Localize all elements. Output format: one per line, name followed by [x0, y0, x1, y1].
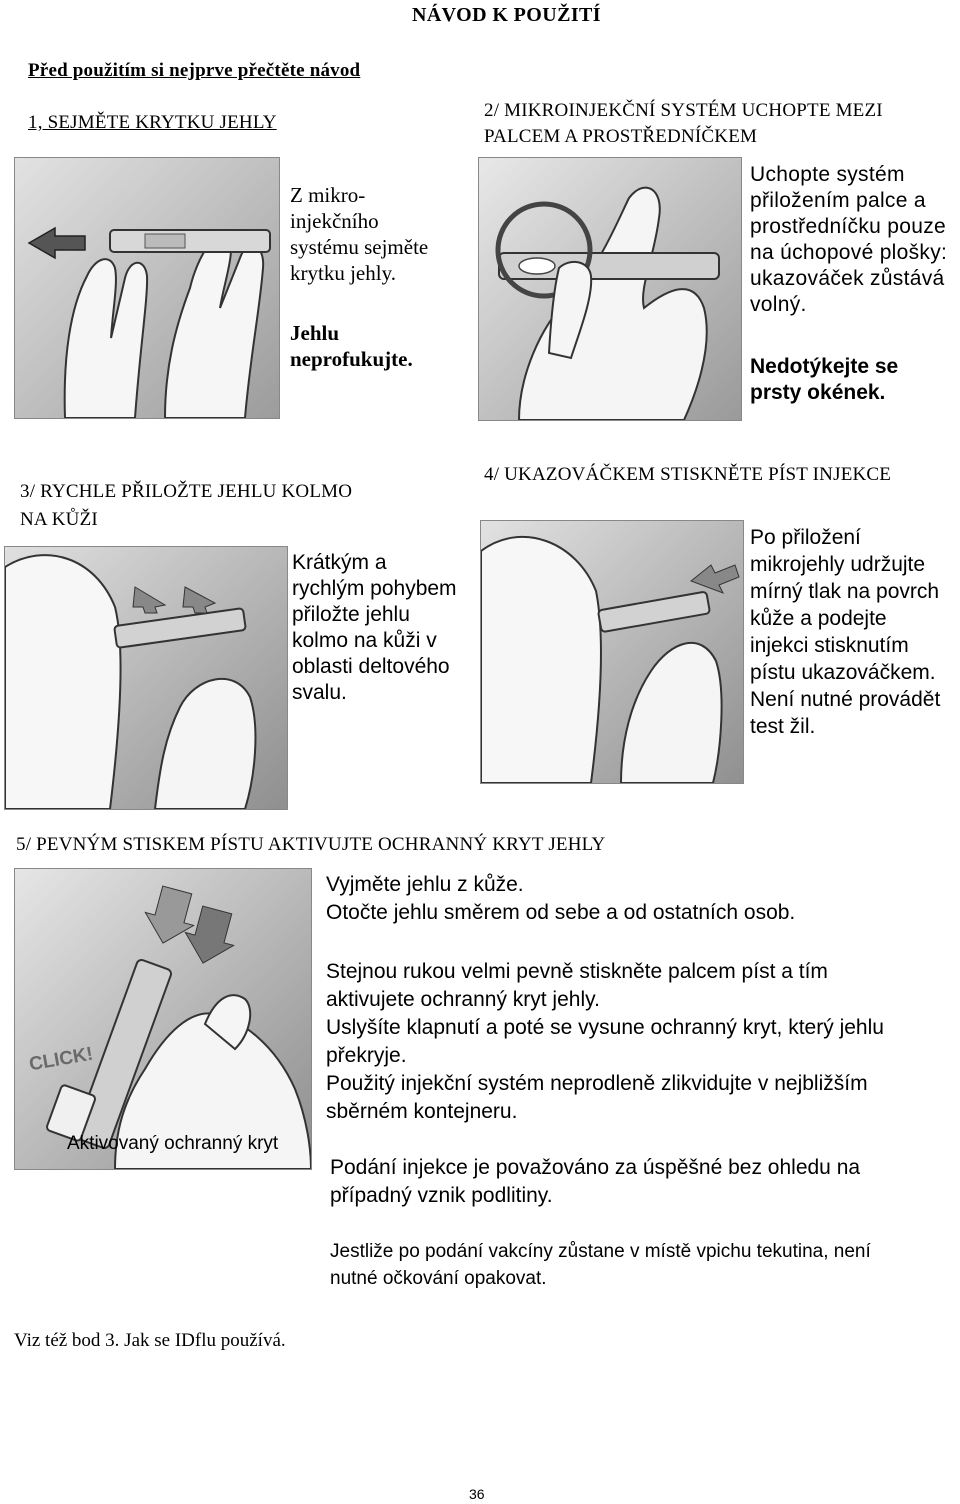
step5-heading: 5/ PEVNÝM STISKEM PÍSTU AKTIVUJTE OCHRANNÝ KRYT JEHLY: [16, 834, 606, 855]
page-number: 36: [469, 1486, 485, 1502]
step4-heading: 4/ UKAZOVÁČKEM STISKNĚTE PÍST INJEKCE: [484, 464, 892, 485]
heading-line: PALCEM A PROSTŘEDNÍČKEM: [484, 126, 758, 147]
shield-caption: Aktivovaný ochranný kryt: [67, 1133, 279, 1154]
text-line: krytku jehly.: [290, 261, 396, 285]
click-label: CLICK!: [27, 1043, 95, 1076]
step3-illustration: [4, 546, 288, 810]
intro-note: Před použitím si nejprve přečtěte návod: [28, 60, 361, 81]
text-line: kolmo na kůži v: [292, 629, 437, 652]
text-line: přiložte jehlu: [292, 603, 410, 626]
step2-warning: [750, 354, 960, 406]
text-line: pístu ukazováčkem.: [750, 661, 936, 684]
step1-text: [290, 182, 470, 286]
step5-para3: [330, 1154, 950, 1210]
step5-para2: [326, 958, 946, 1126]
text-line: Z mikro-: [290, 183, 366, 207]
warning-line: Jehlu: [290, 321, 340, 345]
warning-line: neprofukujte.: [290, 347, 413, 371]
step2-heading: [484, 98, 883, 150]
text-line: na úchopové plošky:: [750, 241, 948, 264]
document-title: NÁVOD K POUŽITÍ: [412, 4, 601, 26]
text-line: prostředníčku pouze: [750, 215, 946, 238]
text-line: mírný tlak na povrch: [750, 580, 940, 603]
step5-para1: [326, 871, 946, 927]
text-line: rychlým pohybem: [292, 577, 457, 600]
text-line: injekci stisknutím: [750, 634, 909, 657]
text-line: Otočte jehlu směrem od sebe a od ostatních osob.: [326, 901, 796, 924]
heading-line: NA KŮŽI: [20, 509, 98, 530]
text-line: systému sejměte: [290, 235, 429, 259]
footer-note: Viz též bod 3. Jak se IDflu používá.: [14, 1330, 286, 1351]
heading-line: 2/ MIKROINJEKČNÍ SYSTÉM UCHOPTE MEZI: [484, 100, 883, 121]
step4-text: [750, 524, 960, 740]
text-line: Jestliže po podání vakcíny zůstane v místě vpichu tekutina, není: [330, 1241, 871, 1262]
step2-illustration: [478, 157, 742, 421]
warning-line: prsty okének.: [750, 381, 886, 404]
text-line: ukazováček zůstává: [750, 267, 945, 290]
text-line: Není nutné provádět: [750, 688, 941, 711]
text-line: oblasti deltového: [292, 655, 450, 678]
text-line: aktivujete ochranný kryt jehly.: [326, 988, 600, 1011]
step5-illustration: [14, 868, 312, 1170]
text-line: injekčního: [290, 209, 379, 233]
text-line: Stejnou rukou velmi pevně stiskněte palcem píst a tím: [326, 960, 828, 983]
text-line: Podání injekce je považováno za úspěšné bez ohledu na: [330, 1156, 861, 1179]
text-line: případný vznik podlitiny.: [330, 1184, 553, 1207]
warning-line: Nedotýkejte se: [750, 355, 899, 378]
text-line: překryje.: [326, 1044, 407, 1067]
text-line: Uslyšíte klapnutí a poté se vysune ochranný kryt, který jehlu: [326, 1016, 884, 1039]
text-line: svalu.: [292, 681, 347, 704]
text-line: nutné očkování opakovat.: [330, 1268, 547, 1289]
step3-text: [292, 550, 472, 706]
text-line: volný.: [750, 293, 807, 316]
text-line: sběrném kontejneru.: [326, 1100, 518, 1123]
heading-line: 3/ RYCHLE PŘILOŽTE JEHLU KOLMO: [20, 481, 353, 502]
text-line: Uchopte systém: [750, 163, 905, 186]
step1-illustration: [14, 157, 280, 419]
text-line: Použitý injekční systém neprodleně zlikvidujte v nejbližším: [326, 1072, 868, 1095]
step1-warning: [290, 320, 470, 372]
text-line: Krátkým a: [292, 551, 387, 574]
step1-heading: 1, SEJMĚTE KRYTKU JEHLY: [28, 112, 277, 133]
text-line: mikrojehly udržujte: [750, 553, 926, 576]
text-line: test žil.: [750, 715, 816, 738]
text-line: kůže a podejte: [750, 607, 887, 630]
step4-illustration: [480, 520, 744, 784]
step2-text: [750, 162, 960, 318]
text-line: přiložením palce a: [750, 189, 926, 212]
text-line: Po přiložení: [750, 526, 861, 549]
step5-para4: [330, 1238, 950, 1292]
step3-heading: [20, 478, 352, 534]
text-line: Vyjměte jehlu z kůže.: [326, 873, 524, 896]
